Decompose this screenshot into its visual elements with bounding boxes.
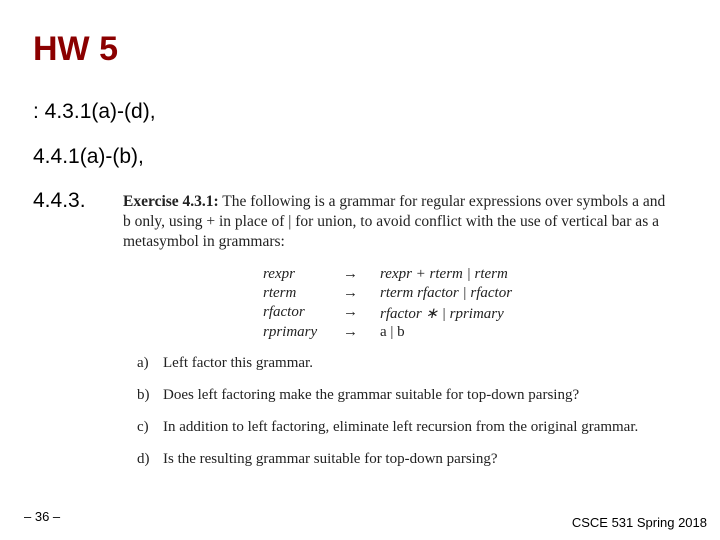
question-label: a) <box>137 355 149 371</box>
question-item <box>137 353 675 373</box>
grammar-rule <box>263 266 512 285</box>
bullet-item: 4.4.3. <box>33 189 86 212</box>
exercise-label: Exercise 4.3.1: <box>123 193 219 210</box>
exercise-image <box>123 192 675 481</box>
rule-arrow: → <box>343 285 358 301</box>
slide-title: HW 5 <box>33 30 118 68</box>
rule-rhs: a | b <box>380 324 405 340</box>
rule-lhs: rexpr <box>263 266 295 282</box>
question-item <box>137 417 675 437</box>
rule-lhs: rfactor <box>263 304 305 320</box>
rule-rhs: rterm rfactor | rfactor <box>380 285 513 301</box>
question-label: d) <box>137 451 150 467</box>
question-label: b) <box>137 387 150 403</box>
rule-arrow: → <box>343 266 358 282</box>
rule-rhs: rfactor ∗ | rprimary <box>380 306 504 322</box>
rule-arrow: → <box>343 324 358 340</box>
question-list <box>137 353 675 469</box>
grammar-table <box>263 266 512 343</box>
question-text: Left factor this grammar. <box>163 355 313 371</box>
question-text: Is the resulting grammar suitable for top-down parsing? <box>163 451 498 467</box>
question-text: In addition to left factoring, eliminate left recursion from the original grammar. <box>163 419 639 435</box>
grammar-rule <box>263 324 512 343</box>
question-label: c) <box>137 419 149 435</box>
grammar-rule <box>263 285 512 304</box>
question-item <box>137 449 675 469</box>
bullet-item: 4.4.1(a)-(b), <box>33 145 144 168</box>
question-item <box>137 385 675 405</box>
rule-arrow: → <box>343 304 358 320</box>
rule-rhs: rexpr + rterm | rterm <box>380 266 508 282</box>
grammar-rule <box>263 304 512 324</box>
question-text: Does left factoring make the grammar suitable for top-down parsing? <box>163 387 580 403</box>
course-footer: CSCE 531 Spring 2018 <box>571 515 707 530</box>
page-number: – 36 – <box>24 509 61 524</box>
rule-lhs: rprimary <box>263 324 318 340</box>
exercise-intro <box>123 192 675 252</box>
bullet-item: : 4.3.1(a)-(d), <box>33 100 156 123</box>
exercise-intro-text: The following is a grammar for regular expressions over symbols a and b only, using + in place of | for union, to avoid conflict with the use of vertical bar as a metasymbol in grammars: <box>123 193 666 250</box>
rule-lhs: rterm <box>263 285 297 301</box>
